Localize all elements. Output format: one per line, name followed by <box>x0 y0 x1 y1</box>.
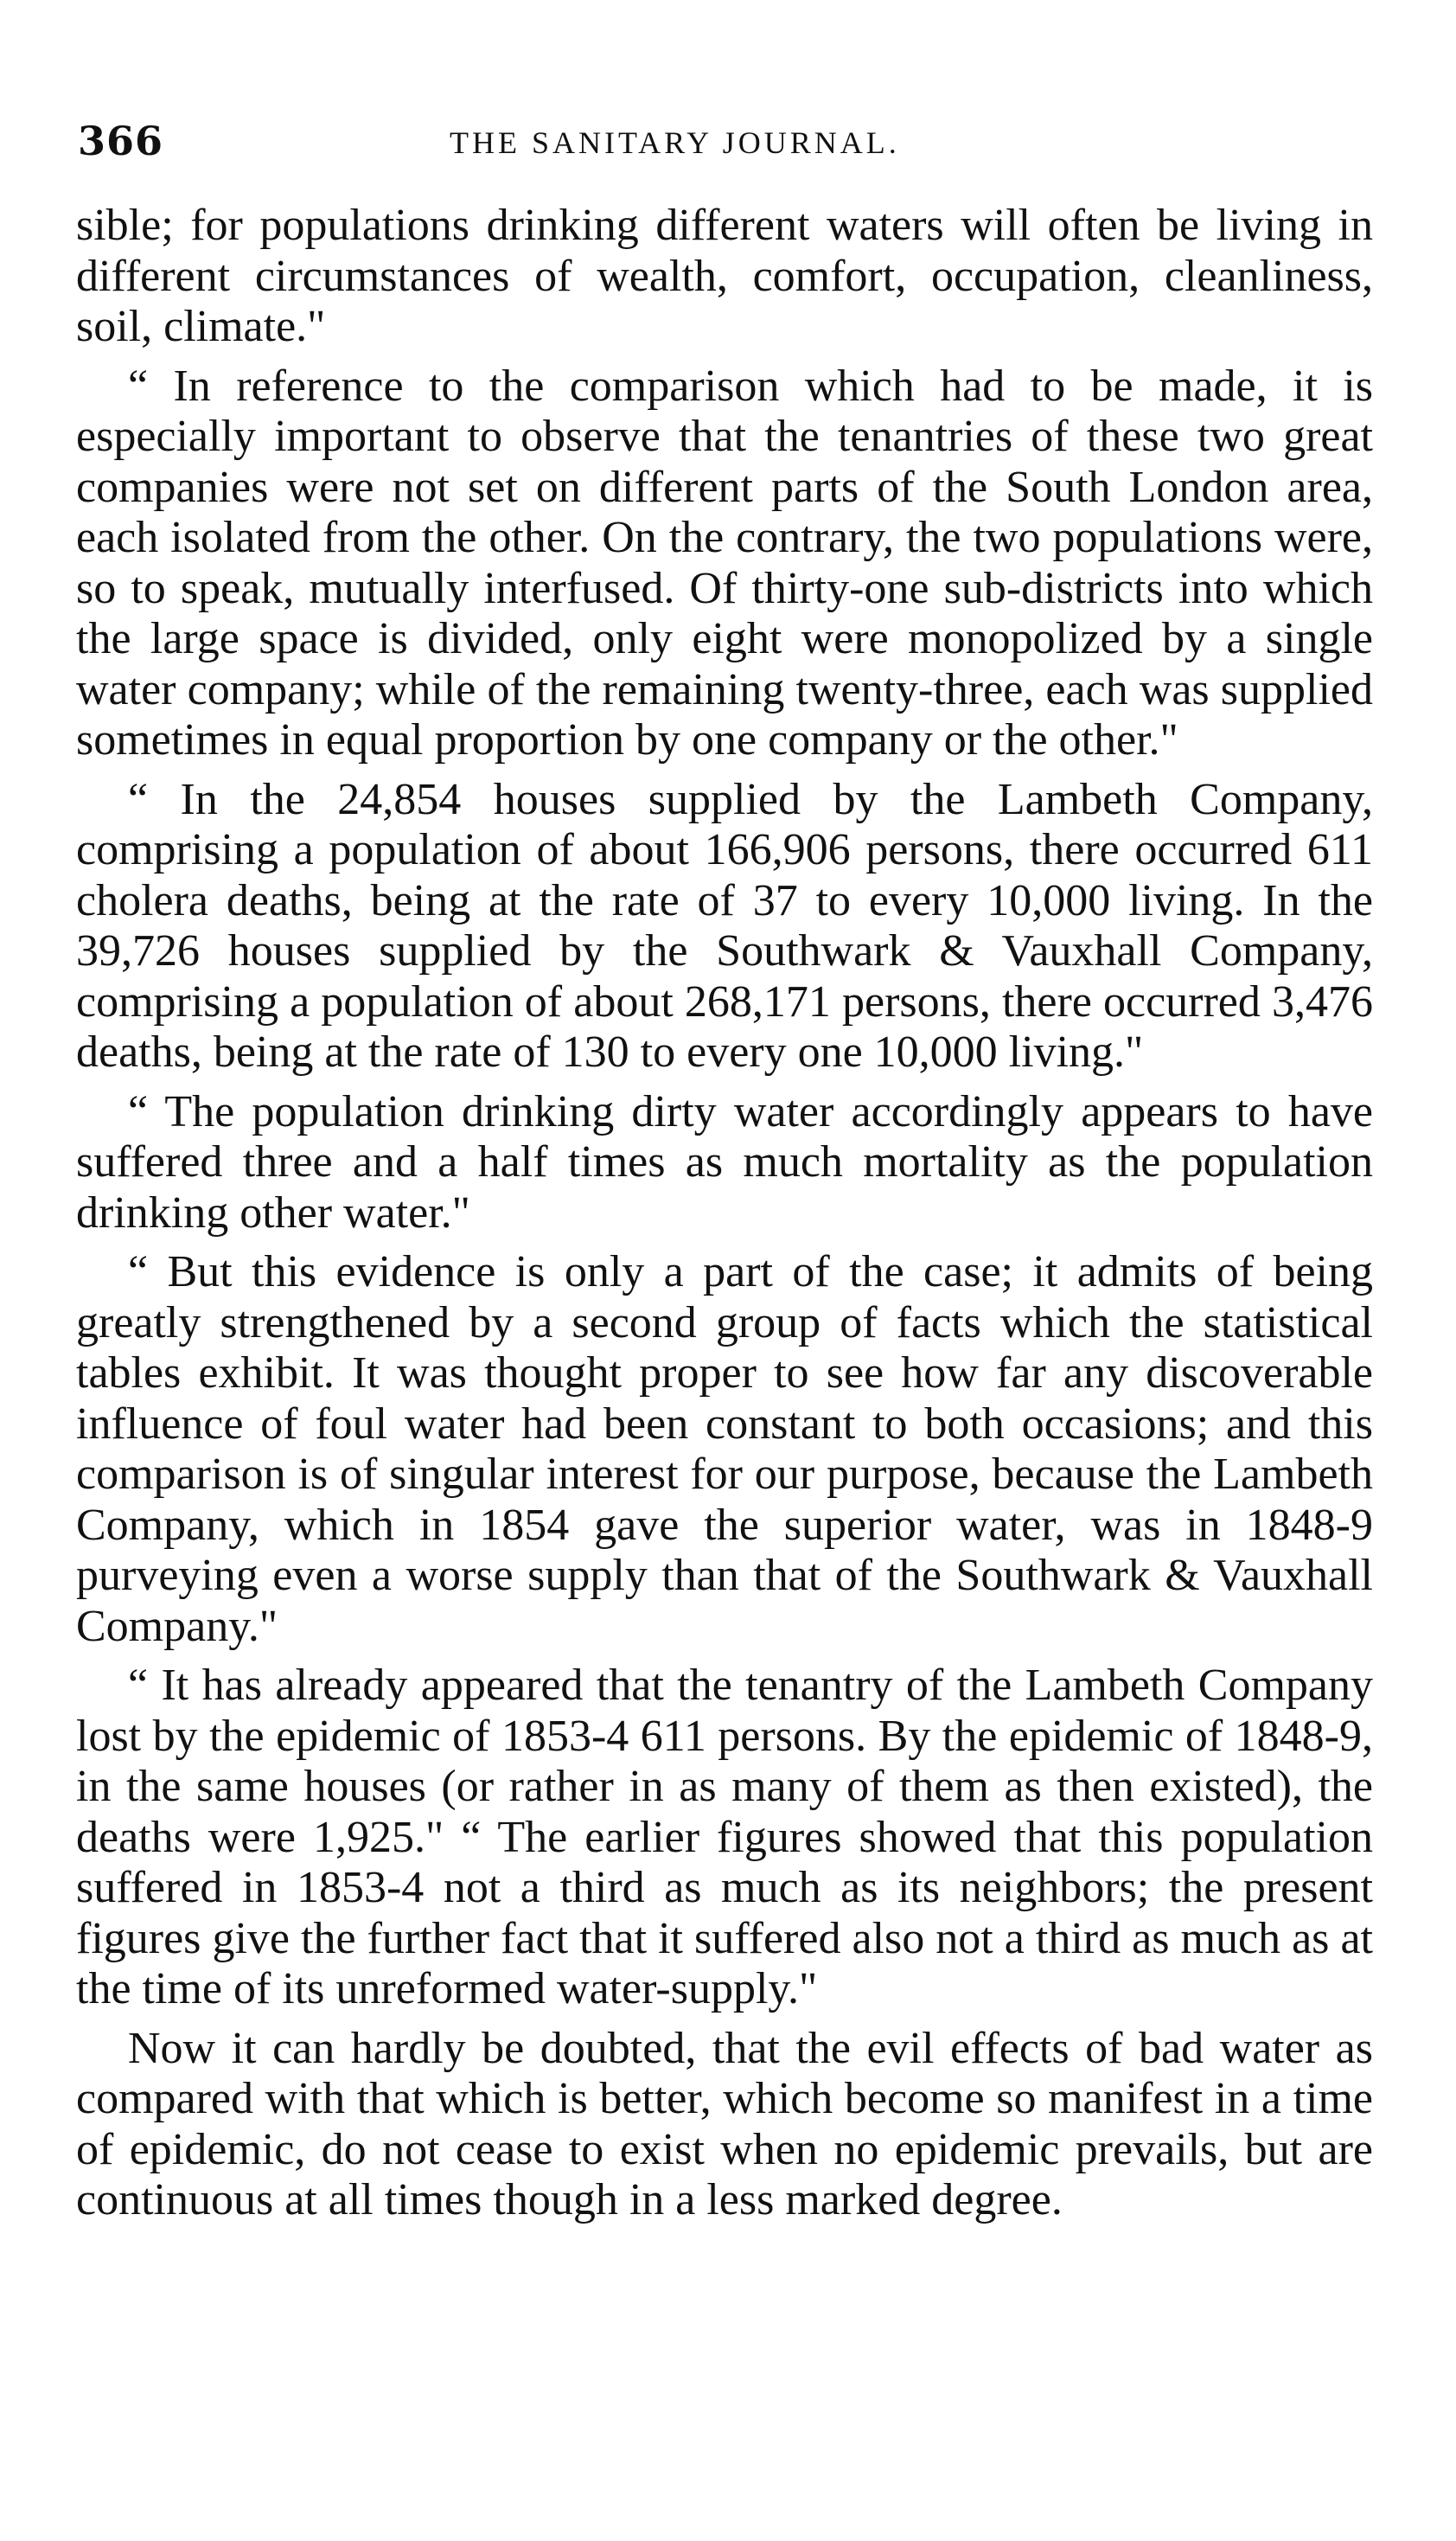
paragraph-conclusion: Now it can hardly be doubted, that the evil effects of bad water as compared with that which is better, which become so manifest in a time of epidemic, do not cease to exist when no epidemic prevails, but are continuous at all times though in a less marked degree. <box>76 2023 1373 2224</box>
paragraph-dirty-water-mortality: “ The population drinking dirty water accordingly appears to have suffered three and a half times as much mortality as the population drinking other water." <box>76 1086 1373 1238</box>
paragraph-comparison-tenantries: “ In reference to the comparison which had to be made, it is especially important to observe that the tenantries of these two great companies were not set on different parts of the South London area, each isolated from the other. On the contrary, the two populations were, so to speak, mutually interfused. Of thirty-one sub-districts into which the large space is divided, only eight were monopolized by a single water company; while of the remaining twenty-three, each was supplied sometimes in equal proportion by one company or the other." <box>76 361 1373 765</box>
running-title: THE SANITARY JOURNAL. <box>450 125 900 160</box>
paragraph-continuation: sible; for populations drinking different waters will often be living in different circumstances of wealth, comfort, occupation, cleanliness, soil, climate." <box>76 201 1373 351</box>
paragraph-epidemic-comparison: “ It has already appeared that the tenantry of the Lambeth Company lost by the epidemic of 1853-4 611 persons. By the epidemic of 1848-9, in the same houses (or rather in as many of them as then existed), the deaths were 1,925." “ The earlier figures showed that this population suffered in 1853-4 not a third as much as its neighbors; the present figures give the further fact that it suffered also not a third as much as at the time of its unreformed water-supply." <box>76 1661 1373 2013</box>
paragraph-second-group-facts: “ But this evidence is only a part of the case; it admits of being greatly strengthened by a second group of facts which the statistical tables exhibit. It was thought proper to see how far any discoverable influence of foul water had been constant to both occasions; and this comparison is of singular interest for our purpose, because the Lambeth Company, which in 1854 gave the superior water, was in 1848-9 purveying even a worse supply than that of the Southwark & Vauxhall Company." <box>76 1247 1373 1651</box>
paragraph-lambeth-statistics: “ In the 24,854 houses supplied by the Lambeth Company, comprising a population of about 166,906 persons, there occurred 611 cholera deaths, being at the rate of 37 to every 10,000 living. In the 39,726 houses supplied by the Southwark & Vauxhall Company, comprising a population of about 268,171 persons, there occurred 3,476 deaths, being at the rate of 130 to every one 10,000 living." <box>76 774 1373 1077</box>
article-body <box>76 201 1373 2235</box>
page-header <box>78 118 1375 170</box>
page-number: 366 <box>78 118 164 164</box>
